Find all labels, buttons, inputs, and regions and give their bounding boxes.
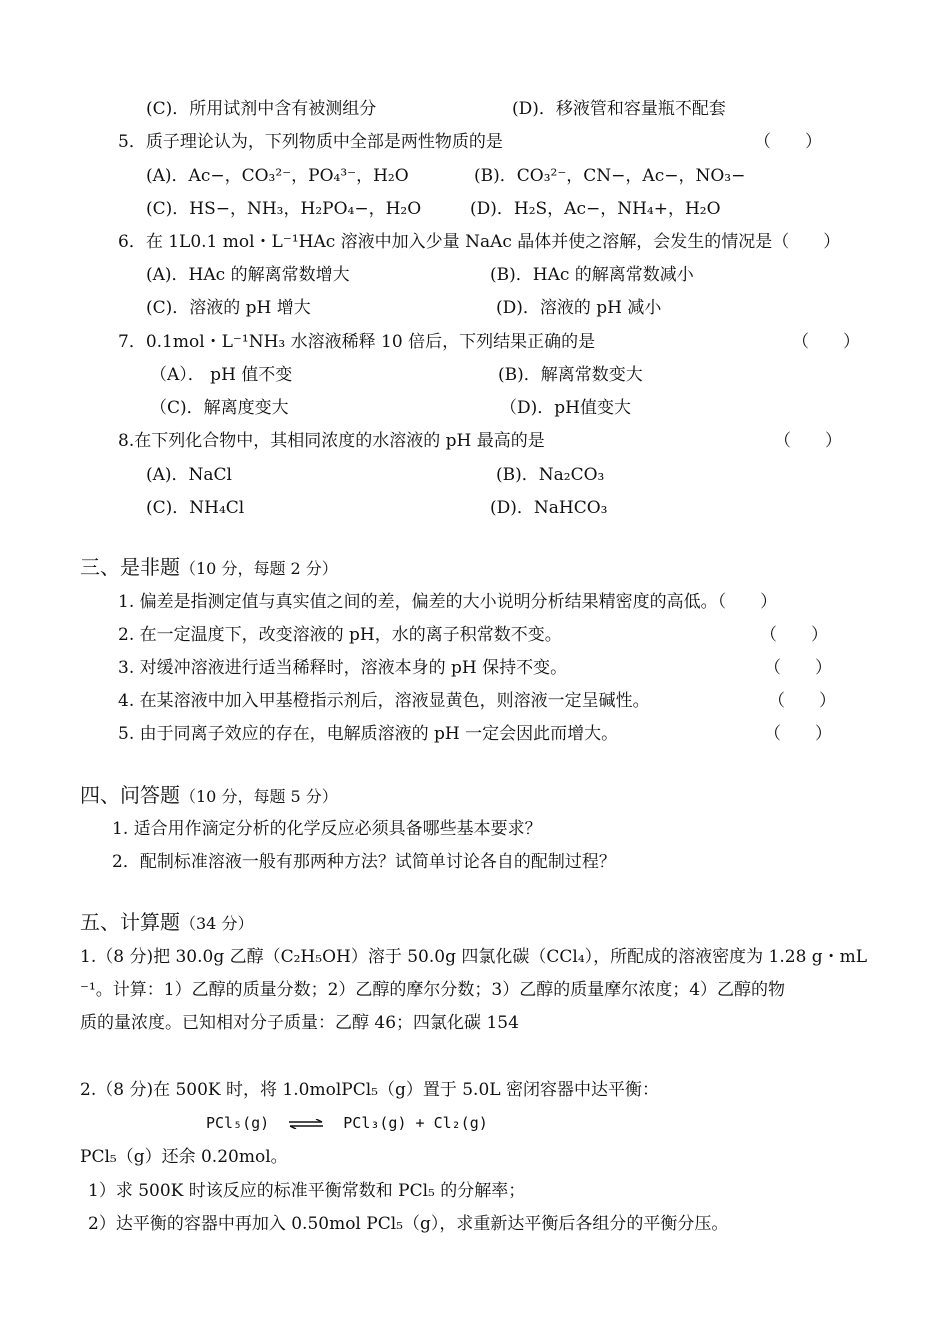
q8-option-b: (B)．Na₂CO₃ — [496, 465, 605, 485]
q6-stem: 6．在 1L0.1 mol・L⁻¹HAc 溶液中加入少量 NaAc 晶体并使之溶解，会发生的情况是（ ） — [118, 232, 841, 252]
q5-option-a: (A)．Ac−，CO₃²⁻，PO₄³⁻，H₂O — [146, 166, 409, 186]
q6-option-d: (D)．溶液的 pH 减小 — [496, 298, 662, 318]
qa-item-2: 2．配制标准溶液一般有那两种方法？试简单讨论各自的配制过程？ — [112, 852, 616, 872]
q5-option-d: (D)．H₂S，Ac−，NH₄+，H₂O — [470, 199, 721, 219]
q4-option-d: (D)．移液管和容量瓶不配套 — [512, 99, 726, 119]
qa-item-1: 1. 适合用作滴定分析的化学反应必须具备哪些基本要求？ — [112, 819, 542, 839]
section4-heading — [80, 784, 338, 808]
calc2-line2: PCl₅（g）还余 0.20mol。 — [80, 1147, 288, 1167]
q5-answer-blank[interactable]: （ ） — [754, 132, 822, 152]
equilibrium-arrow-icon — [288, 1119, 324, 1129]
calc2-line3: 1）求 500K 时该反应的标准平衡常数和 PCl₅ 的分解率； — [88, 1181, 526, 1201]
section5-title: 五、计算题 — [80, 910, 180, 934]
q8-stem: 8.在下列化合物中，其相同浓度的水溶液的 pH 最高的是 — [118, 431, 545, 451]
tf-item-1: 1. 偏差是指测定值与真实值之间的差，偏差的大小说明分析结果精密度的高低。（ ） — [118, 592, 778, 612]
section3-heading — [80, 556, 338, 580]
q7-option-d: （D)．pH值变大 — [500, 398, 631, 418]
section3-title: 三、是非题 — [80, 555, 180, 579]
calc1-line2: ⁻¹。计算：1）乙醇的质量分数；2）乙醇的摩尔分数；3）乙醇的质量摩尔浓度；4）乙醇的物 — [80, 980, 786, 1000]
tf-answer-blank-5[interactable]: （ ） — [764, 724, 832, 744]
calc2-line4: 2）达平衡的容器中再加入 0.50mol PCl₅（g），求重新达平衡后各组分的平衡分压。 — [88, 1214, 729, 1234]
q4-option-c: (C)．所用试剂中含有被测组分 — [146, 99, 377, 119]
q7-option-b: (B)．解离常数变大 — [498, 365, 643, 385]
tf-item-5: 5. 由于同离子效应的存在，电解质溶液的 pH 一定会因此而增大。 — [118, 724, 619, 744]
q8-answer-blank[interactable]: （ ） — [774, 431, 842, 451]
q7-option-c: （C)．解离度变大 — [150, 398, 289, 418]
tf-answer-blank-4[interactable]: （ ） — [768, 691, 836, 711]
q7-option-a: （A）． pH 值不变 — [150, 365, 293, 385]
q6-option-c: (C)．溶液的 pH 增大 — [146, 298, 311, 318]
q8-option-d: (D)．NaHCO₃ — [490, 498, 608, 518]
tf-answer-blank-3[interactable]: （ ） — [764, 658, 832, 678]
calc2-line1: 2.（8 分)在 500K 时，将 1.0molPCl₅（g）置于 5.0L 密闭容器中达平衡： — [80, 1080, 659, 1100]
q5-stem: 5．质子理论认为，下列物质中全部是两性物质的是 — [118, 132, 503, 152]
calc1-line3: 质的量浓度。已知相对分子质量：乙醇 46；四氯化碳 154 — [80, 1013, 519, 1033]
q6-option-b: (B)．HAc 的解离常数减小 — [490, 265, 694, 285]
q5-option-b: (B)．CO₃²⁻，CN−，Ac−，NO₃− — [474, 166, 746, 186]
section5-note: （34 分） — [180, 914, 254, 933]
tf-item-2: 2. 在一定温度下，改变溶液的 pH，水的离子积常数不变。 — [118, 625, 562, 645]
q8-option-c: (C)．NH₄Cl — [146, 498, 245, 518]
q7-stem: 7．0.1mol・L⁻¹NH₃ 水溶液稀释 10 倍后，下列结果正确的是 — [118, 332, 596, 352]
tf-item-4: 4. 在某溶液中加入甲基橙指示剂后，溶液显黄色，则溶液一定呈碱性。 — [118, 691, 650, 711]
section4-title: 四、问答题 — [80, 783, 180, 807]
q5-option-c: (C)．HS−，NH₃，H₂PO₄−，H₂O — [146, 199, 422, 219]
eq-products: PCl₃(g) + Cl₂(g) — [343, 1114, 488, 1132]
section4-note: （10 分，每题 5 分） — [180, 787, 338, 806]
tf-item-3: 3. 对缓冲溶液进行适当稀释时，溶液本身的 pH 保持不变。 — [118, 658, 568, 678]
q6-option-a: (A)．HAc 的解离常数增大 — [146, 265, 350, 285]
section3-note: （10 分，每题 2 分） — [180, 559, 338, 578]
eq-reactant: PCl₅(g) — [206, 1114, 270, 1132]
calc1-line1: 1.（8 分)把 30.0g 乙醇（C₂H₅OH）溶于 50.0g 四氯化碳（CCl₄），所配成的溶液密度为 1.28 g・mL — [80, 947, 868, 967]
tf-answer-blank-2[interactable]: （ ） — [760, 625, 828, 645]
section5-heading — [80, 911, 253, 935]
q7-answer-blank[interactable]: （ ） — [792, 332, 860, 352]
equilibrium-equation — [206, 1112, 488, 1134]
q8-option-a: (A)．NaCl — [146, 465, 232, 485]
